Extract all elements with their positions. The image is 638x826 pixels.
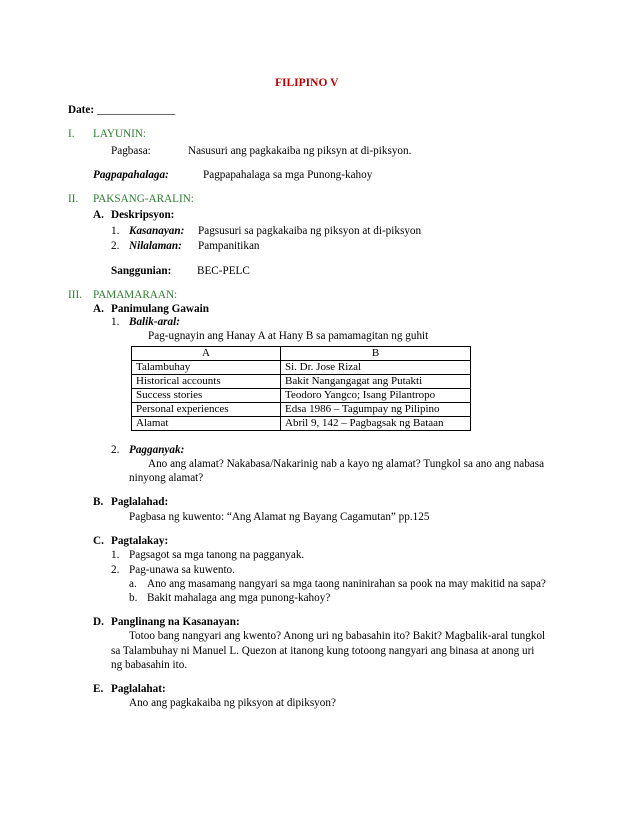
panglinang-text-line-3: ng babasahin ito. [111,659,188,671]
section-3-b-label: B. [93,496,104,508]
pagbasa-text: Nasusuri ang pagkakaiba ng piksyn at di-piksyon. [188,145,412,157]
column-header-a: A [132,347,281,361]
balik-aral-num: 1. [111,316,120,328]
section-3-a-text: Panimulang Gawain [111,303,209,315]
section-3-d-label: D. [93,616,104,628]
table-row [132,417,471,431]
pagtalakay-item-2-num: 2. [111,564,120,576]
section-3-heading: PAMAMARAAN: [93,289,178,301]
table-header-row [132,347,471,361]
pagganyak-text-line-2: ninyong alamat? [129,472,204,484]
section-2-numeral: II. [68,193,79,205]
table-cell-b: Edsa 1986 – Tagumpay ng Pilipino [281,403,471,417]
nilalaman-text: Pampanitikan [198,240,260,252]
pagtalakay-sub-b-text: Bakit mahalaga ang mga punong-kahoy? [147,592,331,604]
table-cell-a: Historical accounts [132,375,281,389]
section-3-a-label: A. [93,303,104,315]
section-2-heading: PAKSANG-ARALIN: [93,193,194,205]
pagtalakay-item-1-num: 1. [111,549,120,561]
balik-aral-text: Pag-ugnayin ang Hanay A at Hany B sa pamamagitan ng guhit [148,330,429,342]
table-cell-a: Personal experiences [132,403,281,417]
table-cell-b: Teodoro Yangco; Isang Pilantropo [281,389,471,403]
table-row [132,403,471,417]
section-1-numeral: I. [68,128,75,140]
table-cell-b: Si. Dr. Jose Rizal [281,361,471,375]
pagtalakay-sub-a-num: a. [129,578,137,590]
panglinang-text-line-1: Totoo bang nangyari ang kwento? Anong uri ng babasahin ito? Bakit? Magbalik-aral tungkol [129,630,546,642]
paglalahad-text: Pagbasa ng kuwento: “Ang Alamat ng Bayang Cagamutan” pp.125 [129,511,430,523]
pagtalakay-item-2-text: Pag-unawa sa kuwento. [129,564,235,576]
paglalahad-heading: Paglalahad: [111,496,169,508]
date-blank: ______________ [96,104,176,116]
pagbasa-label: Pagbasa: [111,145,151,157]
balik-aral-label: Balik-aral: [129,316,180,328]
table-row [132,389,471,403]
matching-table [131,346,471,431]
date-label: Date: [68,104,95,116]
pagpapahalaga-text: Pagpapahalaga sa mga Punong-kahoy [203,169,373,181]
pagtalakay-sub-b-num: b. [129,592,138,604]
table-cell-a: Alamat [132,417,281,431]
section-2-a-text: Deskripsyon: [111,209,175,221]
column-header-b: B [281,347,471,361]
pagpapahalaga-label: Pagpapahalaga: [93,169,169,181]
pagganyak-num: 2. [111,444,120,456]
table-cell-a: Talambuhay [132,361,281,375]
table-row [132,375,471,389]
sanggunian-text: BEC-PELC [197,265,250,277]
section-3-e-label: E. [93,683,104,695]
paglalahat-text: Ano ang pagkakaiba ng piksyon at dipiksyon? [129,697,336,709]
section-3-numeral: III. [68,289,82,301]
section-3-c-label: C. [93,535,104,547]
pagtalakay-heading: Pagtalakay: [111,535,169,547]
section-1-heading: LAYUNIN: [93,128,147,140]
kasanayan-label: Kasanayan: [129,225,185,237]
pagtalakay-sub-a-text: Ano ang masamang nangyari sa mga taong naninirahan sa pook na may makitid na sapa? [147,578,546,590]
kasanayan-num: 1. [111,225,120,237]
pagganyak-label: Pagganyak: [129,444,185,456]
table-cell-a: Success stories [132,389,281,403]
table-row [132,361,471,375]
nilalaman-label: Nilalaman: [129,240,182,252]
sanggunian-label: Sanggunian: [111,265,172,277]
table-cell-b: Abril 9, 142 – Pagbagsak ng Bataan [281,417,471,431]
paglalahat-heading: Paglalahat: [111,683,166,695]
pagganyak-text-line-1: Ano ang alamat? Nakabasa/Nakarinig nab a kayo ng alamat? Tungkol sa ano ang nabasa [148,458,545,470]
pagtalakay-item-1-text: Pagsagot sa mga tanong na pagganyak. [129,549,305,561]
section-2-a-label: A. [93,209,104,221]
panglinang-heading: Panglinang na Kasanayan: [111,616,240,628]
table-cell-b: Bakit Nangangagat ang Putakti [281,375,471,389]
page-title: FILIPINO V [275,77,339,89]
date-line [68,103,175,117]
panglinang-text-line-2: sa Talambuhay ni Manuel L. Quezon at itanong kung totoong nangyari ang binasa at anong uri [111,645,535,657]
nilalaman-num: 2. [111,240,120,252]
kasanayan-text: Pagsusuri sa pagkakaiba ng piksyon at di-piksyon [198,225,422,237]
